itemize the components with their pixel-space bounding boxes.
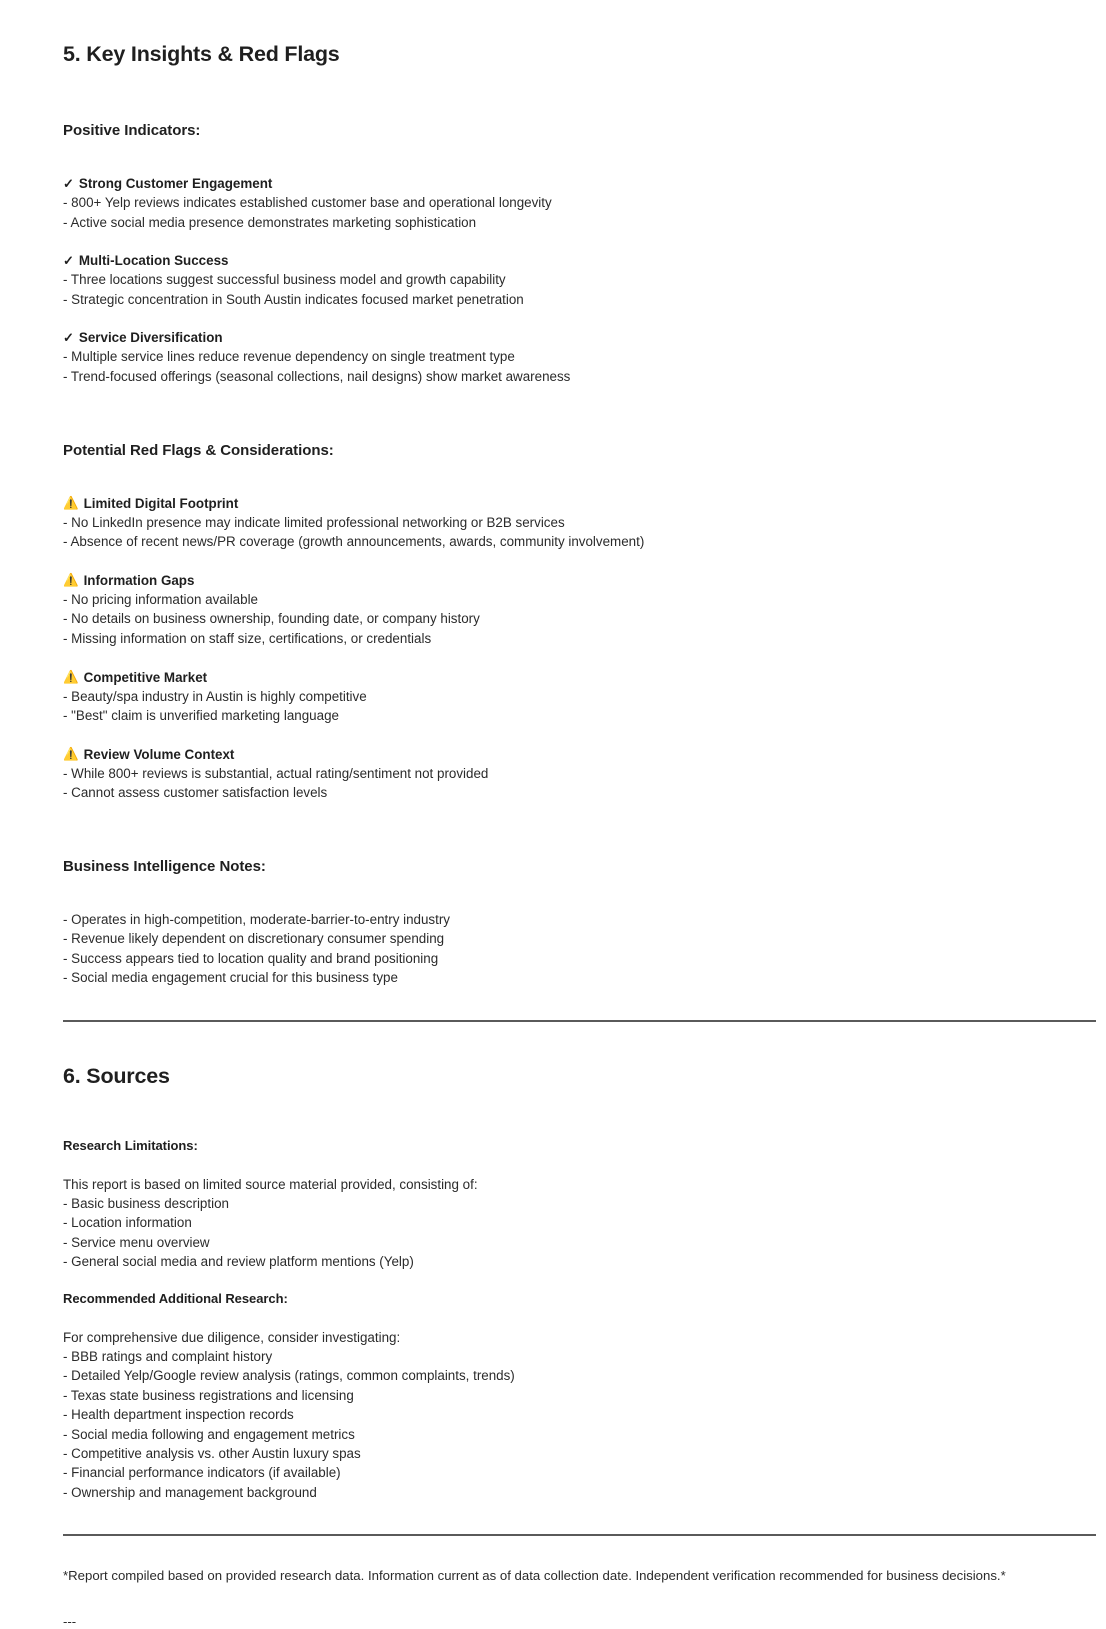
bullet: - Detailed Yelp/Google review analysis (ratings, common complaints, trends) [63, 1368, 515, 1384]
bullet: - Ownership and management background [63, 1484, 317, 1500]
positive-item-label: Service Diversification [78, 330, 223, 346]
bullet: - General social media and review platform mentions (Yelp) [63, 1254, 414, 1270]
bullet: - Service menu overview [63, 1234, 210, 1250]
bullet: - Strategic concentration in South Austin indicates focused market penetration [63, 291, 524, 307]
red-flag-title-row [63, 745, 1096, 764]
warning-icon: ⚠️ [63, 495, 79, 510]
sources-title: 6. Sources [63, 1063, 170, 1088]
bullet: - Social media engagement crucial for this business type [63, 970, 398, 986]
bi-notes-heading: Business Intelligence Notes: [63, 857, 266, 875]
bullet: - No LinkedIn presence may indicate limited professional networking or B2B services [63, 514, 565, 530]
positive-item-title-row [63, 174, 1096, 193]
warning-icon: ⚠️ [63, 573, 79, 587]
bullet: - No pricing information available [63, 591, 259, 607]
red-flag-title-row [63, 571, 1096, 590]
red-flag-label: Information Gaps [83, 572, 195, 588]
red-flag-label: Limited Digital Footprint [83, 495, 239, 511]
warning-icon: ⚠️ [63, 746, 79, 761]
positive-indicator-item [63, 174, 1096, 232]
bullet: - Three locations suggest successful business model and growth capability [63, 272, 506, 288]
bullet: - "Best" claim is unverified marketing language [63, 708, 339, 724]
section-key-insights [63, 0, 1096, 988]
bullet: - Cannot assess customer satisfaction levels [63, 785, 328, 801]
bullet: - Competitive analysis vs. other Austin luxury spas [63, 1446, 361, 1461]
bullet: - BBB ratings and complaint history [63, 1348, 273, 1364]
bullet: - Revenue likely dependent on discretionary consumer spending [63, 931, 445, 947]
bullet: - Active social media presence demonstrates marketing sophistication [63, 214, 477, 230]
recommended-intro: For comprehensive due diligence, consider investigating: [63, 1329, 401, 1345]
bullet: - Missing information on staff size, certifications, or credentials [63, 630, 432, 646]
bullet: - Trend-focused offerings (seasonal collections, nail designs) show market awareness [63, 368, 571, 384]
research-limitations-heading: Research Limitations: [63, 1137, 198, 1153]
bullet: - Multiple service lines reduce revenue dependency on single treatment type [63, 349, 515, 365]
bi-notes-list [63, 910, 1096, 988]
bullet: - Social media following and engagement metrics [63, 1426, 355, 1442]
bullet: - 800+ Yelp reviews indicates established customer base and operational longevity [63, 195, 552, 210]
section-sources [63, 1064, 1096, 1503]
bullet: - While 800+ reviews is substantial, actual rating/sentiment not provided [63, 765, 489, 781]
positive-indicator-item [63, 251, 1096, 309]
bullet: - Basic business description [63, 1195, 229, 1211]
bullet: - Operates in high-competition, moderate-barrier-to-entry industry [63, 911, 451, 927]
red-flag-item [63, 668, 1096, 726]
bullet: - Beauty/spa industry in Austin is highly competitive [63, 688, 367, 704]
red-flag-item [63, 745, 1096, 803]
red-flag-item [63, 571, 1096, 649]
recommended-research-heading: Recommended Additional Research: [63, 1290, 288, 1306]
check-icon: ✓ [63, 253, 74, 269]
bullet: - Financial performance indicators (if available) [63, 1465, 341, 1481]
positive-item-title-row [63, 328, 1096, 347]
red-flag-title-row [63, 668, 1096, 687]
check-icon: ✓ [63, 330, 74, 346]
page-title: 5. Key Insights & Red Flags [63, 42, 340, 66]
limitations-intro: This report is based on limited source material provided, consisting of: [63, 1176, 478, 1192]
bullet: - No details on business ownership, founding date, or company history [63, 611, 480, 627]
warning-icon: ⚠️ [63, 669, 79, 684]
red-flag-label: Competitive Market [83, 669, 208, 685]
end-marker: --- [63, 1614, 77, 1629]
red-flag-title-row [63, 494, 1096, 513]
bullet: - Location information [63, 1215, 192, 1231]
positive-item-title-row [63, 251, 1096, 270]
check-icon: ✓ [63, 176, 74, 191]
positive-indicator-item [63, 328, 1096, 386]
report-disclaimer: *Report compiled based on provided research data. Information current as of data collection date. Independent verification recommended for business decisions.* [63, 1568, 1006, 1584]
positive-item-label: Multi-Location Success [78, 253, 229, 269]
positive-item-label: Strong Customer Engagement [78, 176, 273, 191]
bullet: - Absence of recent news/PR coverage (growth announcements, awards, community involvement) [63, 534, 645, 550]
bullet: - Health department inspection records [63, 1407, 294, 1423]
red-flag-item [63, 494, 1096, 552]
bullet: - Success appears tied to location quality and brand positioning [63, 950, 439, 966]
red-flag-label: Review Volume Context [83, 746, 235, 762]
bullet: - Texas state business registrations and licensing [63, 1387, 354, 1403]
red-flags-heading: Potential Red Flags & Considerations: [63, 441, 334, 459]
positive-indicators-heading: Positive Indicators: [63, 122, 201, 139]
